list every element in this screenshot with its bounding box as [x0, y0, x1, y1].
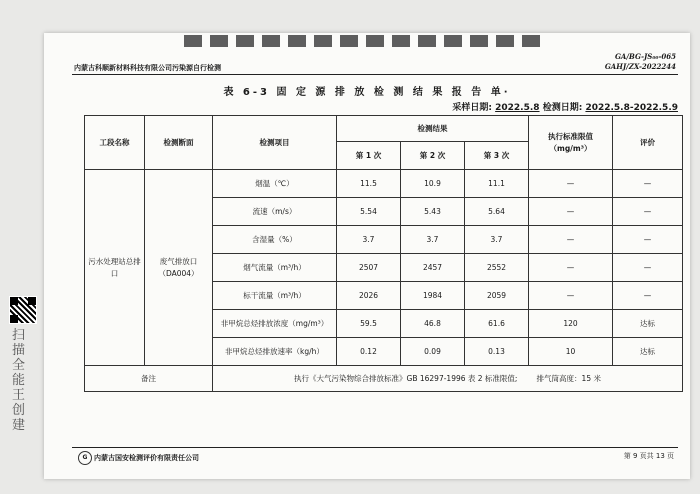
row-v2: 2457 [401, 254, 465, 282]
row-v2: 3.7 [401, 226, 465, 254]
row-eval: — [613, 198, 683, 226]
row-v3: 0.13 [465, 338, 529, 366]
row-v1: 2507 [337, 254, 401, 282]
note-content [213, 366, 683, 392]
header-section: 工段名称 [85, 116, 145, 170]
sample-date-label: 采样日期: [452, 103, 492, 113]
header-run-3: 第 3 次 [465, 142, 529, 170]
header-point: 检测断面 [145, 116, 213, 170]
row-v3: 2059 [465, 282, 529, 310]
row-v2: 0.09 [401, 338, 465, 366]
header-limit [529, 116, 613, 170]
row-limit: 120 [529, 310, 613, 338]
footer-divider [72, 447, 678, 448]
row-eval: 达标 [613, 338, 683, 366]
row-v2: 46.8 [401, 310, 465, 338]
page-number: 第 9 页共 13 页 [623, 452, 674, 460]
row-v3: 3.7 [465, 226, 529, 254]
row-v1: 3.7 [337, 226, 401, 254]
row-v2: 1984 [401, 282, 465, 310]
detect-date-value: 2022.5.8-2022.5.9 [585, 103, 678, 113]
results-table [84, 115, 683, 392]
row-item: 烟气流量（m³/h） [213, 254, 337, 282]
row-item: 烟温（℃） [213, 170, 337, 198]
section-name: 污水处理站总排口 [85, 170, 145, 366]
row-item: 非甲烷总烃排放浓度（mg/m³） [213, 310, 337, 338]
note-height: 排气筒高度：15 米 [536, 374, 601, 383]
header-item: 检测项目 [213, 116, 337, 170]
header-eval: 评价 [613, 116, 683, 170]
row-limit: — [529, 170, 613, 198]
row-v2: 10.9 [401, 170, 465, 198]
row-eval: — [613, 170, 683, 198]
row-v1: 2026 [337, 282, 401, 310]
qr-code-icon [9, 296, 37, 324]
header-run-1: 第 1 次 [337, 142, 401, 170]
note-row [85, 366, 683, 392]
row-eval: 达标 [613, 310, 683, 338]
row-limit: — [529, 282, 613, 310]
row-limit: — [529, 226, 613, 254]
table-row [85, 170, 683, 198]
detect-date-label: 检测日期: [542, 103, 583, 113]
company-logo-icon: G [78, 451, 92, 465]
row-v3: 61.6 [465, 310, 529, 338]
header-code-2: GAHJ/ZX-2022244 [604, 62, 676, 71]
row-item: 流速（m/s） [213, 198, 337, 226]
row-v3: 5.64 [465, 198, 529, 226]
header-run-2: 第 2 次 [401, 142, 465, 170]
report-title: 表 6-3 固 定 源 排 放 检 测 结 果 报 告 单· [223, 87, 511, 98]
point-code: （DA004） [158, 268, 199, 278]
point-name-label: 废气排放口 [159, 256, 198, 266]
scanner-watermark: 扫描全能王 创建 [12, 328, 26, 433]
row-limit: — [529, 198, 613, 226]
footer-company: 内蒙古国安检测评价有限责任公司 [94, 454, 199, 462]
point-name [145, 170, 213, 366]
row-v2: 5.43 [401, 198, 465, 226]
header-company: 内蒙古科顺新材料科技有限公司污染源自行检测 [74, 64, 221, 72]
document-page [44, 33, 690, 479]
header-result: 检测结果 [337, 116, 529, 142]
header-codes [605, 52, 676, 72]
sample-date [452, 100, 678, 113]
row-eval: — [613, 254, 683, 282]
header-code-1: GA/BG-JS₀₀-065 [614, 52, 676, 61]
row-v3: 11.1 [465, 170, 529, 198]
redaction-bar [184, 35, 544, 47]
note-label: 备注 [85, 366, 213, 392]
row-v1: 59.5 [337, 310, 401, 338]
row-item: 含湿量（%） [213, 226, 337, 254]
row-eval: — [613, 226, 683, 254]
note-text: 执行《大气污染物综合排放标准》GB 16297-1996 表 2 标准限值; [294, 374, 518, 383]
row-v1: 0.12 [337, 338, 401, 366]
sample-date-value: 2022.5.8 [495, 103, 540, 113]
header-limit-unit: （mg/m³） [549, 143, 592, 153]
header-limit-label: 执行标准限值 [548, 131, 594, 141]
header-divider [72, 74, 678, 75]
row-v1: 5.54 [337, 198, 401, 226]
row-item: 非甲烷总烃排放速率（kg/h） [213, 338, 337, 366]
row-limit: 10 [529, 338, 613, 366]
row-eval: — [613, 282, 683, 310]
row-item: 标干流量（m³/h） [213, 282, 337, 310]
row-v1: 11.5 [337, 170, 401, 198]
row-limit: — [529, 254, 613, 282]
row-v3: 2552 [465, 254, 529, 282]
